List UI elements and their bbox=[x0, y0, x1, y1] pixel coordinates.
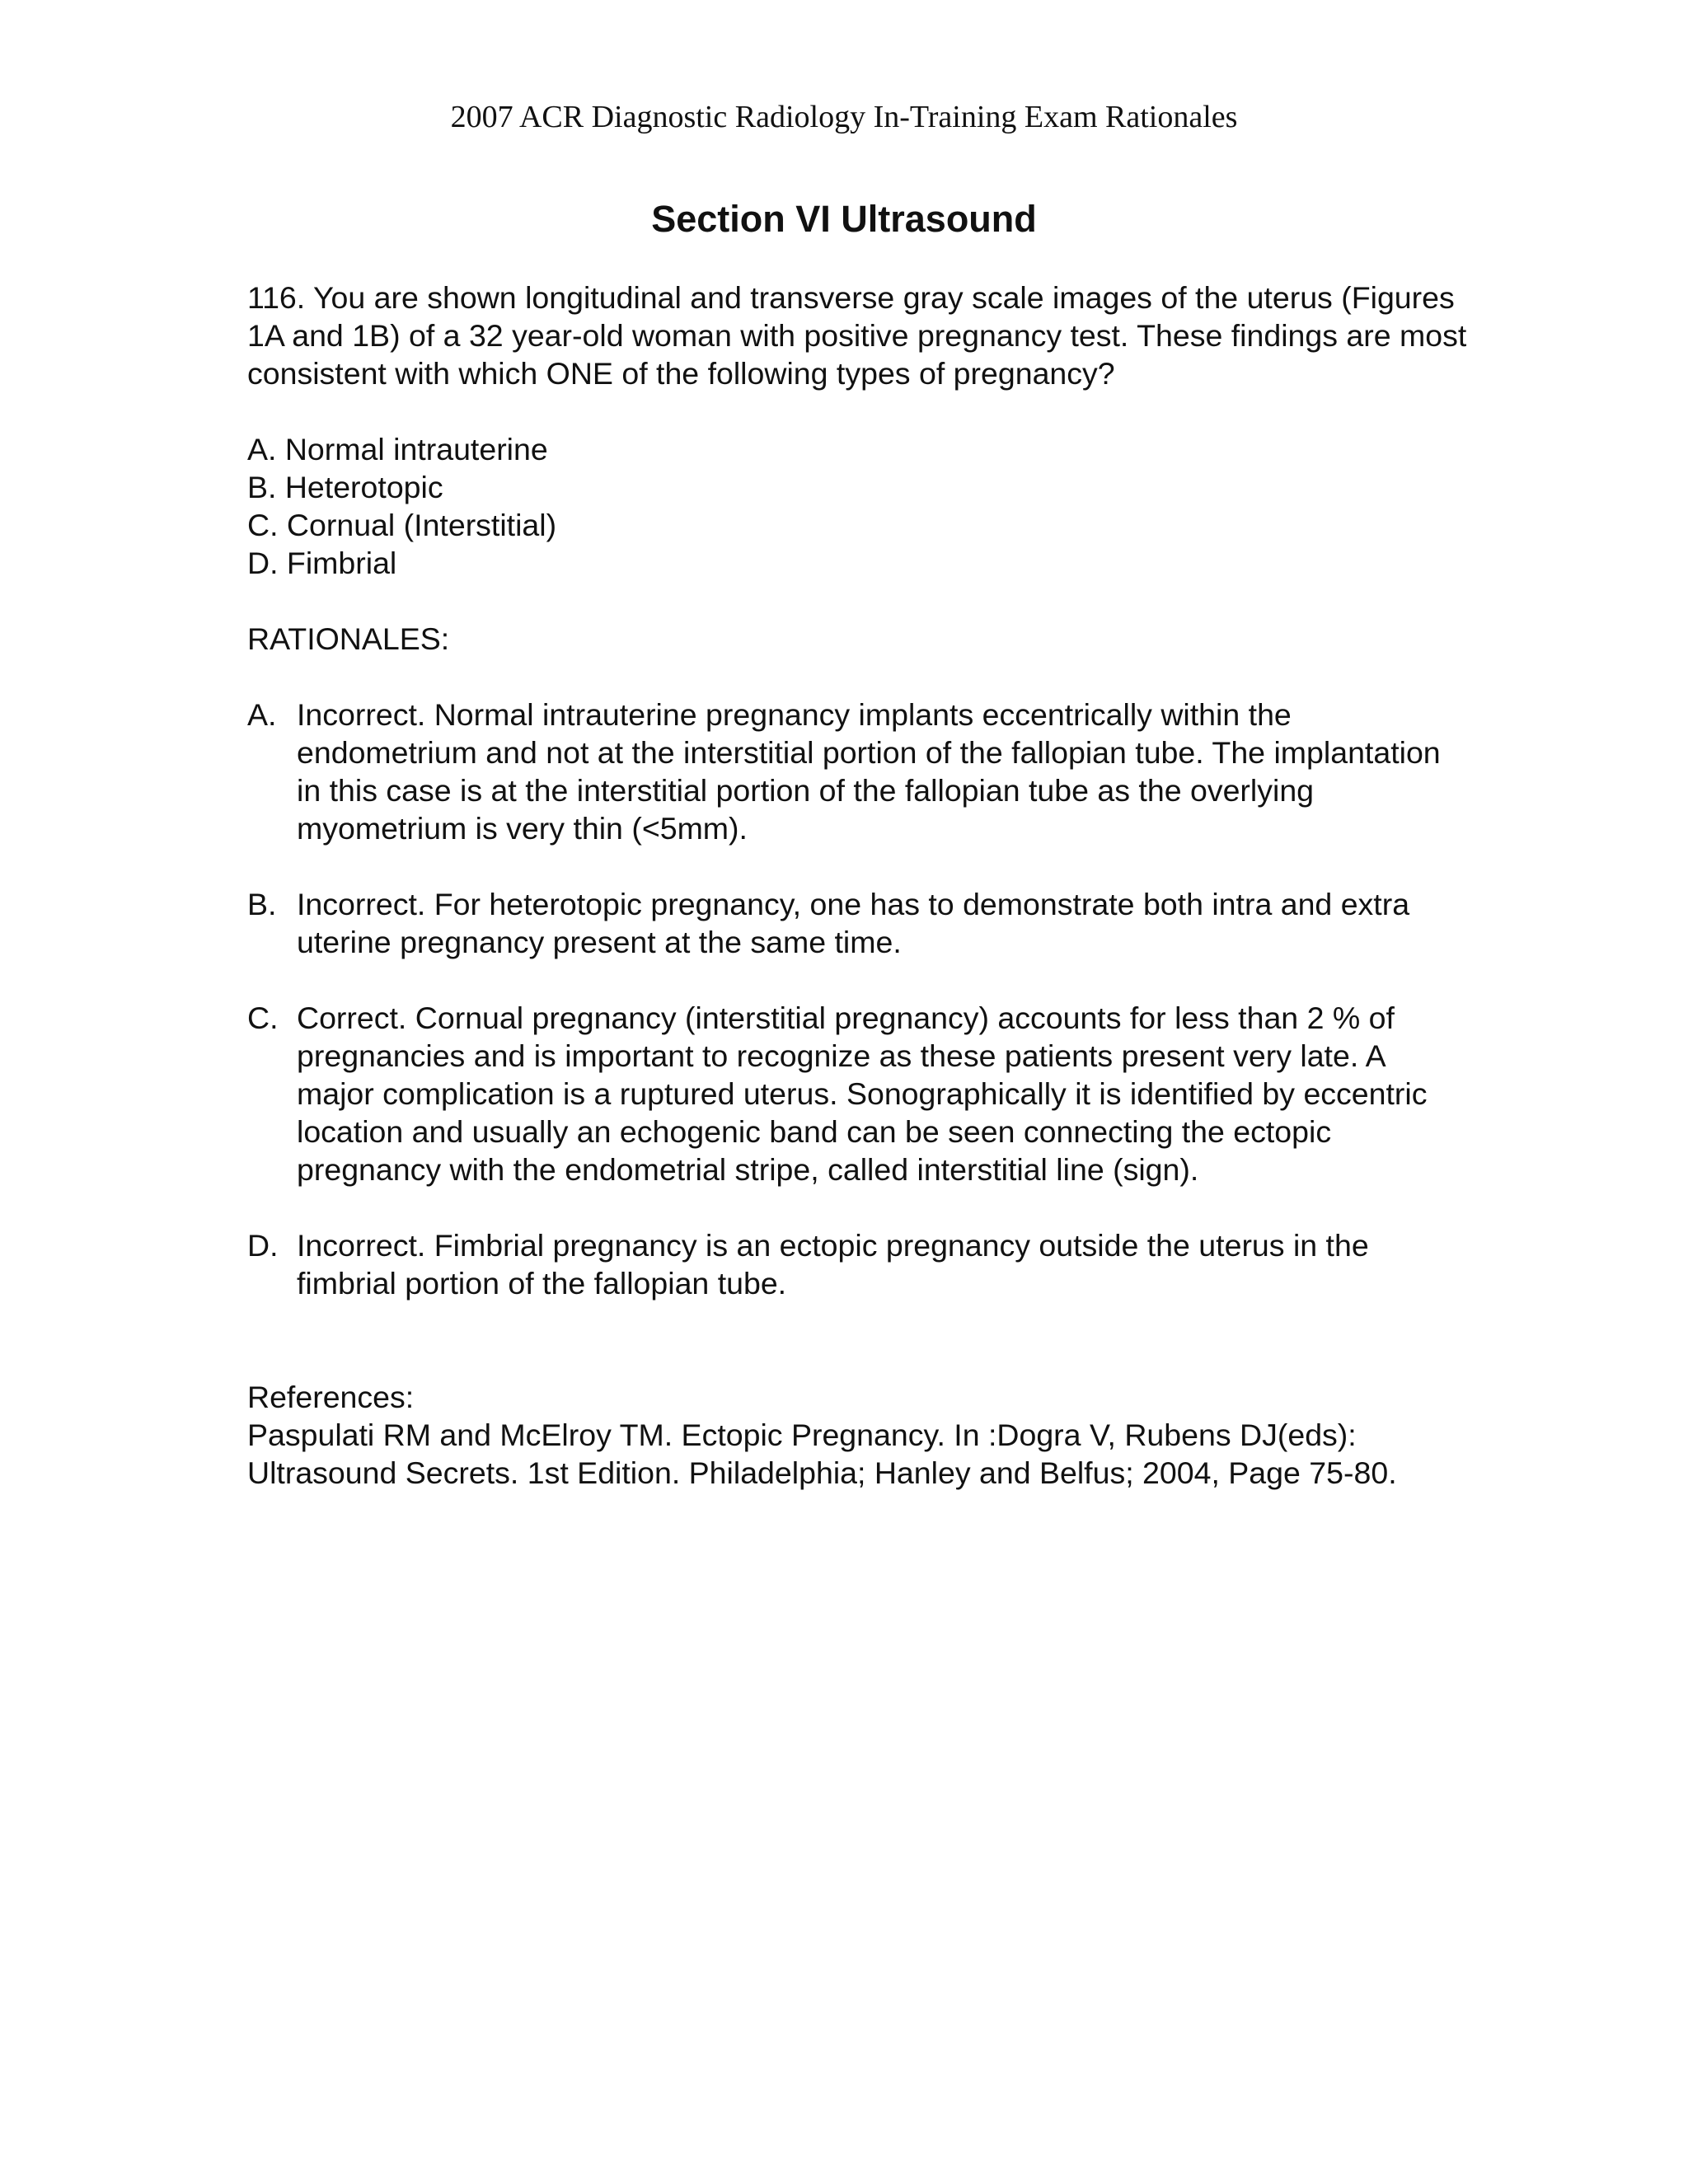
running-header: 2007 ACR Diagnostic Radiology In-Training Exam Rationales bbox=[450, 100, 1238, 134]
rationale-d bbox=[247, 1226, 1467, 1302]
rationale-a bbox=[247, 696, 1467, 847]
section-title: Section VI Ultrasound bbox=[651, 198, 1037, 240]
references-heading: References: bbox=[247, 1380, 415, 1414]
rationale-letter: B. bbox=[247, 887, 277, 921]
rationale-letter: D. bbox=[247, 1228, 279, 1263]
references-text: Paspulati RM and McElroy TM. Ectopic Pregnancy. In :Dogra V, Rubens DJ(eds): Ultrasound Secrets. 1st Edition. Philadelphia; Hanley and Belfus; 2004, Page 75-80. bbox=[247, 1418, 1397, 1490]
rationale-letter: A. bbox=[247, 697, 277, 732]
rationale-text: Incorrect. Normal intrauterine pregnancy implants eccentrically within the endometrium and not at the interstitial portion of the fallopian tube. The implantation in this case is at the interstitial portion of the fallopian tube as the overlying myometrium is very thin (<5mm). bbox=[297, 697, 1441, 846]
rationale-c bbox=[247, 999, 1467, 1188]
document-body bbox=[247, 279, 1467, 1492]
references bbox=[247, 1378, 1467, 1492]
option-d: D. Fimbrial bbox=[247, 546, 397, 580]
option-a: A. Normal intrauterine bbox=[247, 432, 548, 466]
rationale-text: Correct. Cornual pregnancy (interstitial pregnancy) accounts for less than 2 % of pregnancies and is important to recognize as these patients present very late. A major complication is a ruptured uterus. Sonographically it is identified by eccentric location and usually an echogenic band can be seen connecting the ectopic pregnancy with the endometrial stripe, called interstitial line (sign). bbox=[297, 1001, 1428, 1187]
option-b: B. Heterotopic bbox=[247, 470, 443, 504]
rationale-b bbox=[247, 885, 1467, 961]
rationale-letter: C. bbox=[247, 1001, 279, 1035]
rationale-text: Incorrect. Fimbrial pregnancy is an ectopic pregnancy outside the uterus in the fimbrial portion of the fallopian tube. bbox=[297, 1228, 1369, 1301]
option-c: C. Cornual (Interstitial) bbox=[247, 508, 557, 542]
rationale-text: Incorrect. For heterotopic pregnancy, one has to demonstrate both intra and extra uterine pregnancy present at the same time. bbox=[297, 887, 1410, 959]
question-text: 116. You are shown longitudinal and transverse gray scale images of the uterus (Figures 1A and 1B) of a 32 year-old woman with positive pregnancy test. These findings are most consistent with which ONE of the following types of pregnancy? bbox=[247, 280, 1467, 391]
answer-options bbox=[247, 430, 1467, 582]
rationales-heading: RATIONALES: bbox=[247, 621, 450, 656]
